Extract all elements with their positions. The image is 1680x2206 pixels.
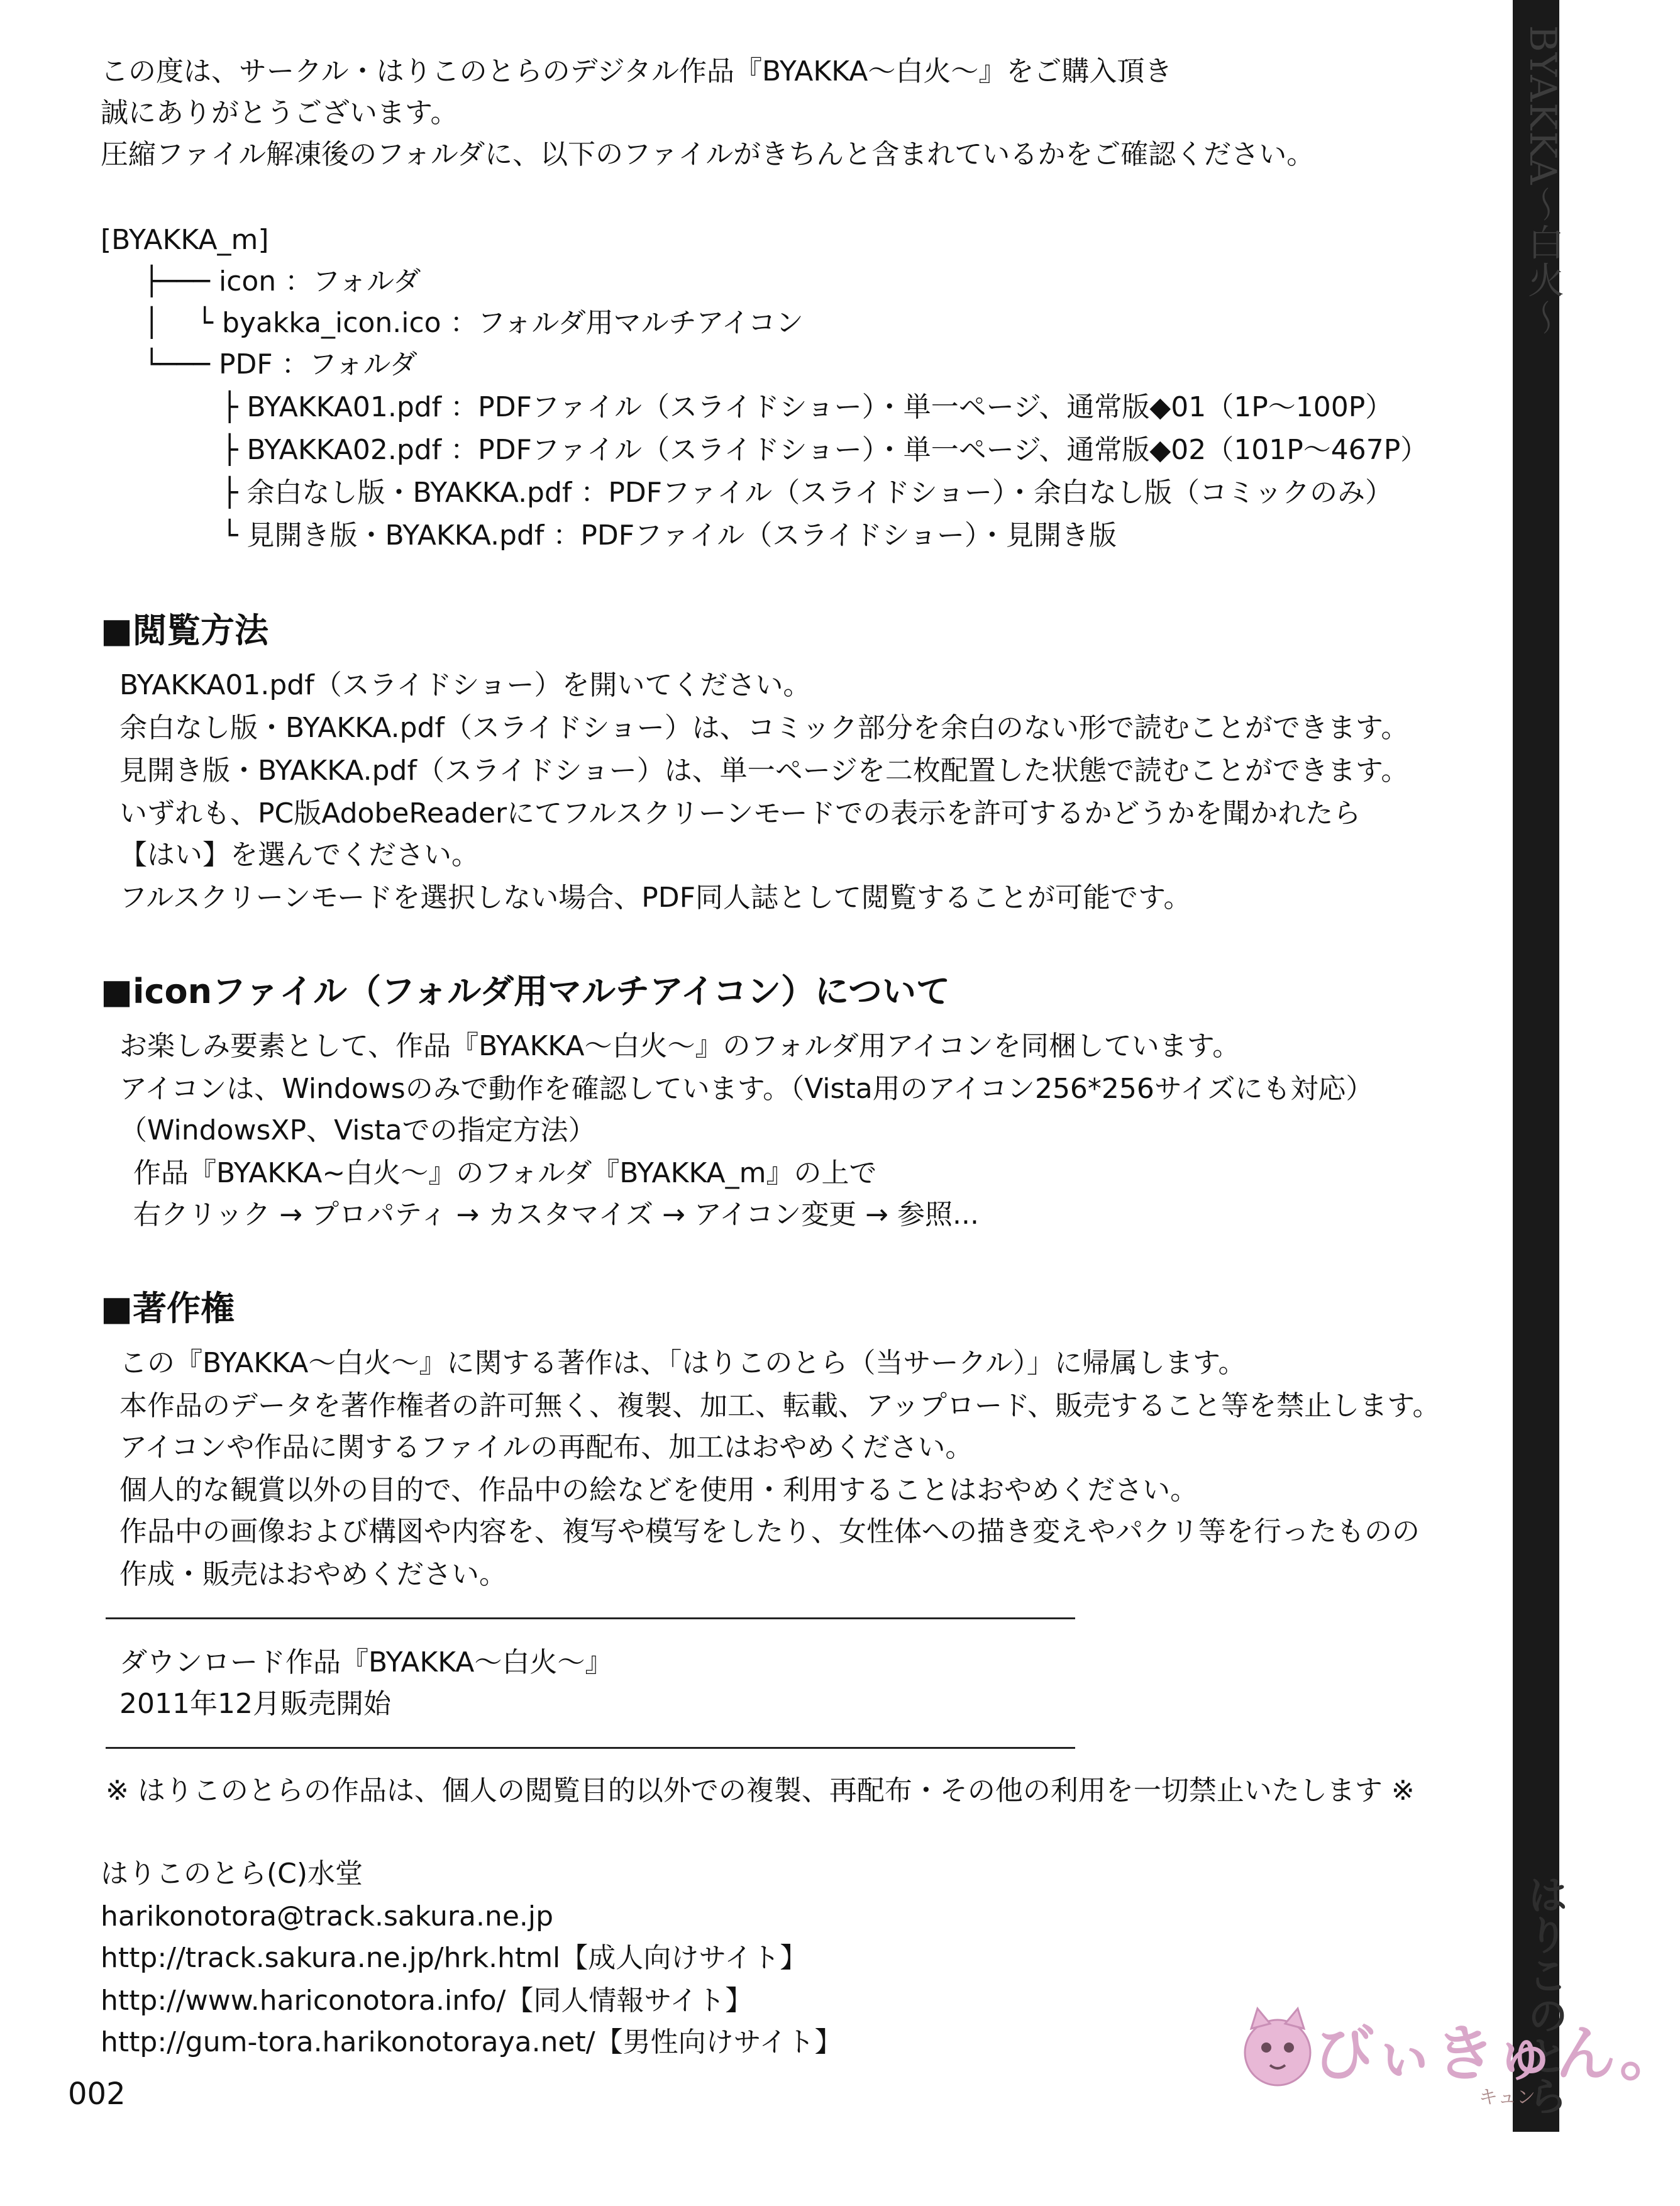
copyright-line: 作品中の画像および構図や内容を、複写や模写をしたり、女性体への描き変えやパクリ等を行ったものの [119,1516,1420,1548]
divider [106,1747,1075,1749]
footer-email: harikonotora@track.sakura.ne.jp [101,1900,554,1932]
release-line: ダウンロード作品『BYAKKA～白火～』 [119,1646,613,1678]
icon-line: （WindowsXP、Vistaでの指定方法） [119,1114,596,1146]
sidebar-brand: はりこのとら [1521,1874,1567,2115]
footer-credit: はりこのとら(C)水堂 [101,1858,363,1890]
intro-line: 圧縮ファイル解凍後のフォルダに、以下のファイルがきちんと含まれているかをご確認ください。 [101,138,1315,170]
viewing-line: いずれも、PC版AdobeReaderにてフルスクリーンモードでの表示を許可するかどうかを聞かれたら [119,797,1361,829]
tree-item: └─── PDF ：フォルダ [143,348,417,380]
tree-item: ├ BYAKKA01.pdf ：PDFファイル（スライドショー）・単一ページ、通常版◆01（1P～100P） [221,391,1393,423]
tree-item: └ 見開き版・BYAKKA.pdf ：PDFファイル（スライドショー）・見開き版 [221,519,1117,552]
intro-line: この度は、サークル・はりこのとらのデジタル作品『BYAKKA～白火～』をご購入頂き [101,55,1173,87]
copyright-line: アイコンや作品に関するファイルの再配布、加工はおやめください。 [119,1431,973,1463]
footer-link: http://www.hariconotora.info/【同人情報サイト】 [101,1985,753,2017]
viewing-line: 【はい】を選んでください。 [119,839,479,871]
copyright-line: 本作品のデータを著作権者の許可無く、複製、加工、転載、アップロード、販売すること等を禁止します。 [119,1390,1440,1422]
release-line: 2011年12月販売開始 [119,1688,391,1720]
watermark-sub: キュン [1479,2087,1535,2109]
sidebar-title: BYAKKA～白火～ [1522,25,1564,337]
intro-line: 誠にありがとうございます。 [101,97,458,129]
viewing-line: BYAKKA01.pdf（スライドショー）を開いてください。 [119,669,811,701]
viewing-line: フルスクリーンモードを選択しない場合、PDF同人誌として閲覧することが可能です。 [119,882,1191,914]
viewing-line: 見開き版・BYAKKA.pdf（スライドショー）は、単一ページを二枚配置した状態で読むことができます。 [119,755,1409,787]
icon-line: 右クリック → プロパティ → カスタマイズ → アイコン変更 → 参照... [133,1199,979,1231]
copyright-line: この『BYAKKA～白火～』に関する著作は、「はりこのとら（当サークル）」に帰属します。 [119,1347,1246,1379]
tree-item: ├─── icon ：フォルダ [143,265,421,297]
notice-line: ※ はりこのとらの作品は、個人の閲覧目的以外での複製、再配布・その他の利用を一切禁止いたします ※ [106,1775,1415,1807]
icon-line: 作品『BYAKKA~白火～』のフォルダ『BYAKKA_m』の上で [133,1157,877,1189]
copyright-line: 個人的な観賞以外の目的で、作品中の絵などを使用・利用することはおやめください。 [119,1474,1198,1506]
watermark-text: びぃきゅん。 [1314,2019,1680,2089]
section-heading-icon: ■iconファイル（フォルダ用マルチアイコン）について [101,972,951,1011]
icon-line: アイコンは、Windowsのみで動作を確認しています。（Vista用のアイコン256*256サイズにも対応） [119,1073,1374,1105]
page-number: 002 [68,2076,126,2112]
copyright-line: 作成・販売はおやめください。 [119,1558,507,1590]
footer-link: http://gum-tora.harikonotoraya.net/【男性向けサイト】 [101,2026,843,2058]
section-heading-viewing: ■閲覧方法 [101,611,269,650]
footer-link: http://track.sakura.ne.jp/hrk.html【成人向けサイト】 [101,1942,808,1974]
divider [106,1617,1075,1619]
tree-item: │ └ byakka_icon.ico ：フォルダ用マルチアイコン [143,307,804,339]
tree-item: ├ 余白なし版・BYAKKA.pdf ：PDFファイル（スライドショー）・余白なし版（コミックのみ） [221,477,1393,509]
viewing-line: 余白なし版・BYAKKA.pdf（スライドショー）は、コミック部分を余白のない形で読むことができます。 [119,712,1409,744]
section-heading-copyright: ■著作権 [101,1289,235,1328]
tree-item: ├ BYAKKA02.pdf ：PDFファイル（スライドショー）・単一ページ、通常版◆02（101P～467P） [221,434,1429,466]
tree-root: [BYAKKA_m] [101,224,269,256]
icon-line: お楽しみ要素として、作品『BYAKKA～白火～』のフォルダ用アイコンを同梱しています。 [119,1030,1241,1062]
